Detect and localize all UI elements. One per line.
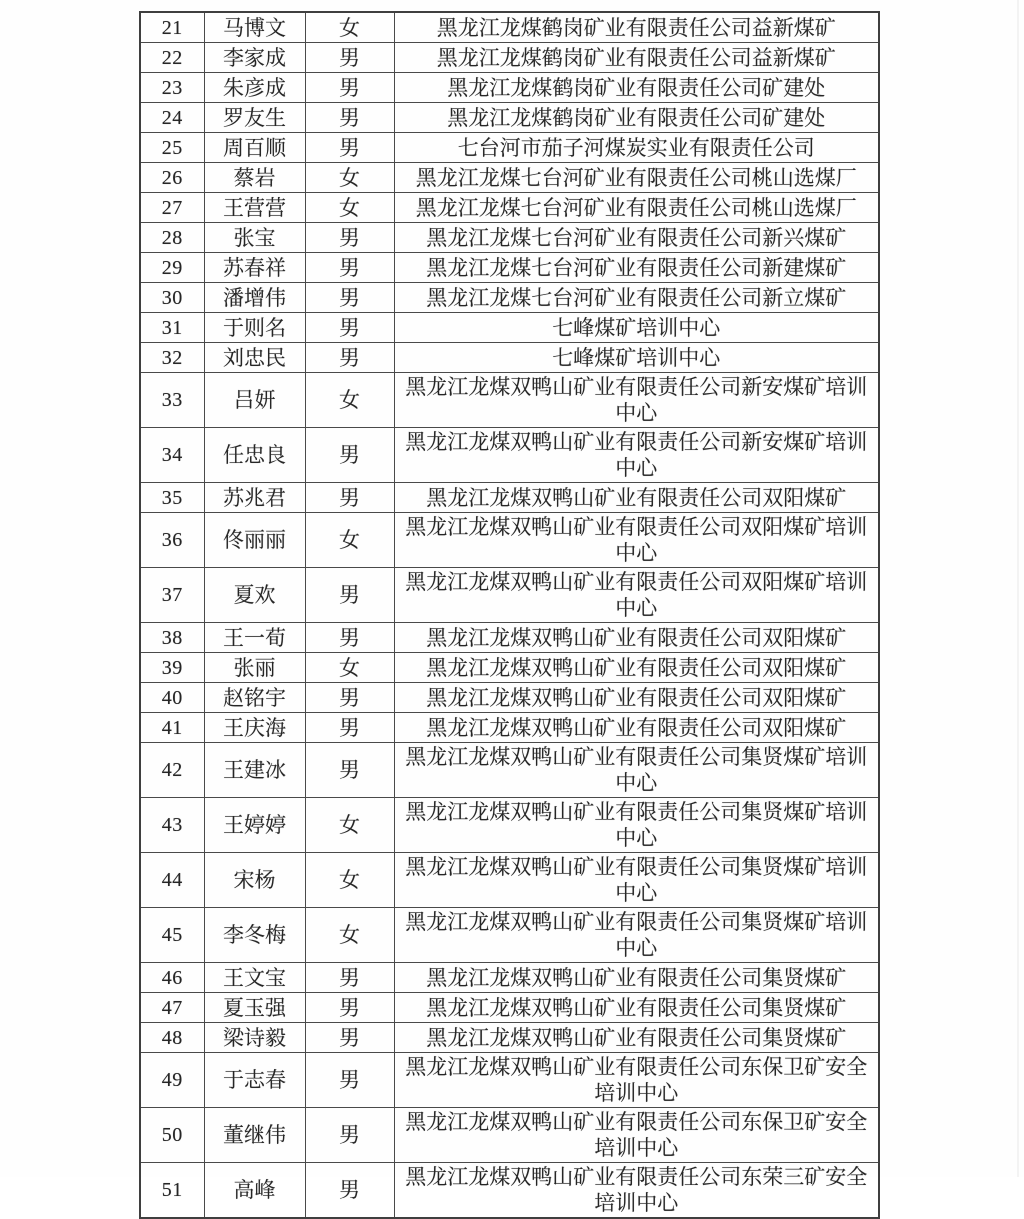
gender-cell: 男: [305, 483, 394, 513]
roster-table-body: [140, 12, 879, 1218]
table-row: [140, 43, 879, 73]
organization-cell: 黑龙江龙煤双鸭山矿业有限责任公司集贤煤矿: [394, 993, 879, 1023]
row-number-cell: 24: [140, 103, 204, 133]
person-name-cell: 王文宝: [204, 963, 305, 993]
gender-cell: 男: [305, 223, 394, 253]
table-row: [140, 683, 879, 713]
row-number-cell: 36: [140, 513, 204, 568]
organization-cell: 七台河市茄子河煤炭实业有限责任公司: [394, 133, 879, 163]
person-name-cell: 佟丽丽: [204, 513, 305, 568]
row-number-cell: 39: [140, 653, 204, 683]
person-name-cell: 王建冰: [204, 743, 305, 798]
person-name-cell: 张丽: [204, 653, 305, 683]
person-name-cell: 刘忠民: [204, 343, 305, 373]
person-name-cell: 夏玉强: [204, 993, 305, 1023]
table-row: [140, 313, 879, 343]
row-number-cell: 34: [140, 428, 204, 483]
table-row: [140, 163, 879, 193]
row-number-cell: 28: [140, 223, 204, 253]
person-name-cell: 王婷婷: [204, 798, 305, 853]
gender-cell: 女: [305, 853, 394, 908]
table-row: [140, 133, 879, 163]
table-row: [140, 743, 879, 798]
row-number-cell: 21: [140, 12, 204, 43]
person-name-cell: 于则名: [204, 313, 305, 343]
organization-cell: 黑龙江龙煤双鸭山矿业有限责任公司集贤煤矿培训中心: [394, 908, 879, 963]
table-row: [140, 343, 879, 373]
gender-cell: 男: [305, 1023, 394, 1053]
organization-cell: 黑龙江龙煤双鸭山矿业有限责任公司双阳煤矿: [394, 653, 879, 683]
person-name-cell: 朱彦成: [204, 73, 305, 103]
row-number-cell: 45: [140, 908, 204, 963]
person-name-cell: 罗友生: [204, 103, 305, 133]
organization-cell: 黑龙江龙煤双鸭山矿业有限责任公司双阳煤矿培训中心: [394, 513, 879, 568]
organization-cell: 黑龙江龙煤双鸭山矿业有限责任公司东保卫矿安全培训中心: [394, 1108, 879, 1163]
gender-cell: 男: [305, 713, 394, 743]
gender-cell: 男: [305, 683, 394, 713]
organization-cell: 黑龙江龙煤鹤岗矿业有限责任公司益新煤矿: [394, 43, 879, 73]
row-number-cell: 31: [140, 313, 204, 343]
person-name-cell: 于志春: [204, 1053, 305, 1108]
table-row: [140, 993, 879, 1023]
table-row: [140, 798, 879, 853]
person-name-cell: 宋杨: [204, 853, 305, 908]
organization-cell: 黑龙江龙煤双鸭山矿业有限责任公司双阳煤矿: [394, 623, 879, 653]
person-name-cell: 王一荀: [204, 623, 305, 653]
gender-cell: 男: [305, 743, 394, 798]
gender-cell: 女: [305, 373, 394, 428]
gender-cell: 男: [305, 623, 394, 653]
table-row: [140, 653, 879, 683]
person-name-cell: 王营营: [204, 193, 305, 223]
row-number-cell: 38: [140, 623, 204, 653]
row-number-cell: 49: [140, 1053, 204, 1108]
table-row: [140, 283, 879, 313]
gender-cell: 女: [305, 798, 394, 853]
organization-cell: 黑龙江龙煤七台河矿业有限责任公司新兴煤矿: [394, 223, 879, 253]
row-number-cell: 37: [140, 568, 204, 623]
gender-cell: 男: [305, 283, 394, 313]
organization-cell: 黑龙江龙煤双鸭山矿业有限责任公司新安煤矿培训中心: [394, 428, 879, 483]
person-name-cell: 马博文: [204, 12, 305, 43]
organization-cell: 黑龙江龙煤七台河矿业有限责任公司桃山选煤厂: [394, 163, 879, 193]
table-row: [140, 73, 879, 103]
organization-cell: 黑龙江龙煤双鸭山矿业有限责任公司集贤煤矿培训中心: [394, 743, 879, 798]
table-row: [140, 513, 879, 568]
person-name-cell: 高峰: [204, 1163, 305, 1219]
organization-cell: 七峰煤矿培训中心: [394, 313, 879, 343]
organization-cell: 黑龙江龙煤双鸭山矿业有限责任公司集贤煤矿培训中心: [394, 853, 879, 908]
organization-cell: 七峰煤矿培训中心: [394, 343, 879, 373]
gender-cell: 女: [305, 513, 394, 568]
table-row: [140, 1163, 879, 1219]
gender-cell: 男: [305, 993, 394, 1023]
organization-cell: 黑龙江龙煤双鸭山矿业有限责任公司新安煤矿培训中心: [394, 373, 879, 428]
table-row: [140, 103, 879, 133]
gender-cell: 男: [305, 103, 394, 133]
organization-cell: 黑龙江龙煤双鸭山矿业有限责任公司东保卫矿安全培训中心: [394, 1053, 879, 1108]
gender-cell: 女: [305, 908, 394, 963]
organization-cell: 黑龙江龙煤双鸭山矿业有限责任公司双阳煤矿: [394, 483, 879, 513]
row-number-cell: 29: [140, 253, 204, 283]
table-row: [140, 12, 879, 43]
organization-cell: 黑龙江龙煤双鸭山矿业有限责任公司东荣三矿安全培训中心: [394, 1163, 879, 1219]
gender-cell: 男: [305, 428, 394, 483]
table-row: [140, 483, 879, 513]
gender-cell: 女: [305, 193, 394, 223]
row-number-cell: 26: [140, 163, 204, 193]
organization-cell: 黑龙江龙煤双鸭山矿业有限责任公司双阳煤矿: [394, 683, 879, 713]
row-number-cell: 47: [140, 993, 204, 1023]
row-number-cell: 43: [140, 798, 204, 853]
page-edge-shadow: [1017, 0, 1019, 1177]
table-row: [140, 1108, 879, 1163]
table-row: [140, 223, 879, 253]
row-number-cell: 27: [140, 193, 204, 223]
table-row: [140, 193, 879, 223]
gender-cell: 男: [305, 1163, 394, 1219]
gender-cell: 男: [305, 73, 394, 103]
row-number-cell: 33: [140, 373, 204, 428]
gender-cell: 男: [305, 343, 394, 373]
organization-cell: 黑龙江龙煤双鸭山矿业有限责任公司集贤煤矿: [394, 1023, 879, 1053]
roster-table: [139, 11, 880, 1219]
table-row: [140, 713, 879, 743]
gender-cell: 男: [305, 568, 394, 623]
table-row: [140, 1053, 879, 1108]
person-name-cell: 蔡岩: [204, 163, 305, 193]
person-name-cell: 苏春祥: [204, 253, 305, 283]
organization-cell: 黑龙江龙煤双鸭山矿业有限责任公司双阳煤矿: [394, 713, 879, 743]
gender-cell: 男: [305, 253, 394, 283]
organization-cell: 黑龙江龙煤七台河矿业有限责任公司桃山选煤厂: [394, 193, 879, 223]
gender-cell: 男: [305, 963, 394, 993]
row-number-cell: 42: [140, 743, 204, 798]
table-row: [140, 253, 879, 283]
row-number-cell: 30: [140, 283, 204, 313]
row-number-cell: 44: [140, 853, 204, 908]
organization-cell: 黑龙江龙煤鹤岗矿业有限责任公司矿建处: [394, 103, 879, 133]
person-name-cell: 夏欢: [204, 568, 305, 623]
row-number-cell: 41: [140, 713, 204, 743]
table-row: [140, 1023, 879, 1053]
organization-cell: 黑龙江龙煤鹤岗矿业有限责任公司矿建处: [394, 73, 879, 103]
row-number-cell: 46: [140, 963, 204, 993]
row-number-cell: 50: [140, 1108, 204, 1163]
gender-cell: 女: [305, 653, 394, 683]
row-number-cell: 32: [140, 343, 204, 373]
person-name-cell: 王庆海: [204, 713, 305, 743]
row-number-cell: 23: [140, 73, 204, 103]
gender-cell: 男: [305, 133, 394, 163]
table-row: [140, 963, 879, 993]
organization-cell: 黑龙江龙煤双鸭山矿业有限责任公司双阳煤矿培训中心: [394, 568, 879, 623]
organization-cell: 黑龙江龙煤双鸭山矿业有限责任公司集贤煤矿培训中心: [394, 798, 879, 853]
table-row: [140, 568, 879, 623]
row-number-cell: 22: [140, 43, 204, 73]
person-name-cell: 梁诗毅: [204, 1023, 305, 1053]
gender-cell: 男: [305, 43, 394, 73]
person-name-cell: 赵铭宇: [204, 683, 305, 713]
organization-cell: 黑龙江龙煤七台河矿业有限责任公司新立煤矿: [394, 283, 879, 313]
organization-cell: 黑龙江龙煤双鸭山矿业有限责任公司集贤煤矿: [394, 963, 879, 993]
person-name-cell: 苏兆君: [204, 483, 305, 513]
row-number-cell: 35: [140, 483, 204, 513]
gender-cell: 男: [305, 1053, 394, 1108]
person-name-cell: 李家成: [204, 43, 305, 73]
person-name-cell: 张宝: [204, 223, 305, 253]
gender-cell: 男: [305, 1108, 394, 1163]
table-row: [140, 373, 879, 428]
gender-cell: 女: [305, 163, 394, 193]
organization-cell: 黑龙江龙煤鹤岗矿业有限责任公司益新煤矿: [394, 12, 879, 43]
person-name-cell: 周百顺: [204, 133, 305, 163]
person-name-cell: 任忠良: [204, 428, 305, 483]
person-name-cell: 潘增伟: [204, 283, 305, 313]
person-name-cell: 吕妍: [204, 373, 305, 428]
row-number-cell: 40: [140, 683, 204, 713]
table-row: [140, 428, 879, 483]
person-name-cell: 董继伟: [204, 1108, 305, 1163]
row-number-cell: 25: [140, 133, 204, 163]
table-row: [140, 853, 879, 908]
row-number-cell: 48: [140, 1023, 204, 1053]
row-number-cell: 51: [140, 1163, 204, 1219]
table-row: [140, 908, 879, 963]
person-name-cell: 李冬梅: [204, 908, 305, 963]
table-row: [140, 623, 879, 653]
organization-cell: 黑龙江龙煤七台河矿业有限责任公司新建煤矿: [394, 253, 879, 283]
gender-cell: 女: [305, 12, 394, 43]
gender-cell: 男: [305, 313, 394, 343]
